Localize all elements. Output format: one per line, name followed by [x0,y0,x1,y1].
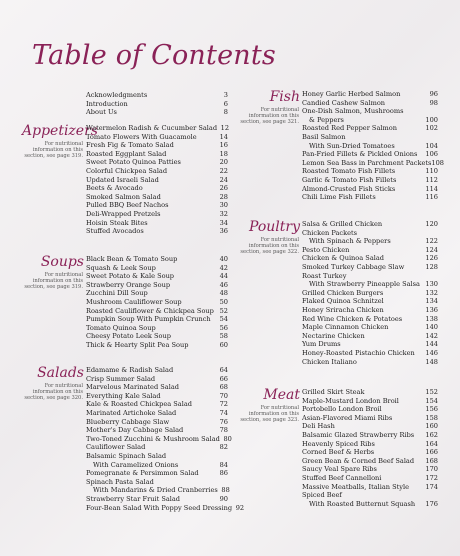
section-label [238,90,300,125]
entry-title: Garlic & Tomato Fish Fillets [302,175,397,184]
section-entries [302,220,438,366]
toc-entry[interactable] [302,323,438,332]
entry-page-number: 16 [219,141,228,150]
toc-entry[interactable] [302,90,438,99]
toc-entry[interactable] [302,263,438,272]
entry-page-number: 98 [429,98,438,107]
toc-entry[interactable] [86,176,228,185]
entry-title: Spinach Pasta Salad [86,477,154,486]
entry-title: Almond-Crusted Fish Sticks [302,184,396,193]
entry-title: Smoked Salmon Salad [86,192,161,201]
section-label [238,220,300,255]
entry-title: Corned Beef & Herbs [302,448,375,457]
toc-entry[interactable] [302,107,438,116]
entry-page-number: 170 [425,465,438,474]
entry-title: Chicken Italiano [302,357,357,366]
toc-entry[interactable] [86,158,228,167]
toc-entry[interactable] [86,478,228,487]
toc-entry[interactable] [302,99,438,108]
entry-title: Watermelon Radish & Cucumber Salad [86,124,218,132]
entry-page-number: 154 [425,396,438,405]
toc-entry[interactable] [302,289,438,298]
entry-title: Tomato Flowers With Guacamole [86,132,197,141]
toc-entry[interactable] [86,443,228,452]
entry-page-number: 104 [425,141,438,150]
toc-entry[interactable] [86,255,228,264]
toc-entry[interactable] [302,150,438,159]
section-note: For nutritional information on this section, see page 319. [24,141,83,159]
entry-title: Edamame & Radish Salad [86,366,174,374]
entry-page-number: 80 [223,434,232,443]
section-name: Meat [263,387,300,403]
toc-entry[interactable] [302,237,438,246]
entry-page-number: 100 [425,115,438,124]
entry-title: Portobello London Broil [302,405,382,414]
entry-page-number: 28 [219,192,228,201]
toc-entry[interactable] [86,452,228,461]
entry-title: Squash & Leek Soup [86,263,156,272]
page-title: Table of Contents [32,40,276,71]
entry-title: One-Dish Salmon, Mushrooms [302,107,404,116]
entry-title: Grilled Skirt Steak [302,388,365,396]
entry-page-number: 108 [431,158,444,167]
toc-entry[interactable] [86,201,228,210]
entry-title: Pesto Chicken [302,245,350,254]
entry-title: Grilled Chicken Burgers [302,288,384,297]
entry-title: Maple Cinnamon Chicken [302,323,389,332]
toc-entry[interactable] [86,469,228,478]
entry-title: Balsamic Spinach Salad [86,451,167,460]
entry-page-number: 60 [219,340,228,349]
toc-entry[interactable] [302,491,438,500]
toc-entry[interactable] [86,418,228,427]
entry-title: About Us [86,108,117,117]
entry-page-number: 120 [425,220,438,228]
entry-title: Chili Lime Fish Fillets [302,193,376,202]
entry-title: Four-Bean Salad With Poppy Seed Dressing [86,503,233,512]
entry-title: Pumpkin Soup With Pumpkin Crunch [86,315,211,324]
entry-title: Cheesy Potato Leek Soup [86,332,171,341]
entry-title: With Caramelized Onions [93,460,179,469]
entry-page-number: 58 [219,332,228,341]
toc-entry[interactable] [302,176,438,185]
entry-page-number: 136 [425,305,438,314]
entry-page-number: 172 [425,473,438,482]
entry-title: Maple-Mustard London Broil [302,396,399,405]
toc-entry[interactable] [302,142,438,151]
entry-title: Lemon Sea Bass in Parchment Packets [302,158,432,167]
entry-title: Basil Salmon [302,132,346,141]
entry-title: Red Wine Chicken & Potatoes [302,314,403,323]
entry-page-number: 8 [223,108,228,117]
entry-title: Spiced Beef [302,491,342,500]
toc-entry[interactable] [86,392,228,401]
entry-title: Mother's Day Cabbage Salad [86,426,184,435]
entry-title: Acknowledgments [86,91,148,99]
section-label [238,388,300,423]
entry-page-number: 84 [219,460,228,469]
entry-page-number: 68 [219,383,228,392]
section-entries [302,388,438,508]
entry-title: Kale & Roasted Chickpea Salad [86,400,192,409]
entry-page-number: 12 [220,124,230,132]
entry-page-number: 30 [219,201,228,210]
entry-page-number: 156 [425,405,438,414]
entry-page-number: 46 [219,280,228,289]
toc-entry[interactable] [86,375,228,384]
toc-entry[interactable] [86,167,228,176]
entry-page-number: 82 [219,443,228,452]
toc-entry[interactable] [86,332,228,341]
entry-page-number: 72 [219,400,228,409]
entry-title: Chicken & Quinoa Salad [302,254,385,263]
toc-entry[interactable] [86,298,228,307]
entry-title: Salsa & Grilled Chicken [302,220,383,228]
entry-page-number: 36 [219,227,228,236]
entry-page-number: 78 [219,426,228,435]
entry-title: With Sun-Dried Tomatoes [309,141,395,150]
entry-page-number: 128 [425,262,438,271]
toc-entry[interactable] [302,440,438,449]
toc-entry[interactable] [302,483,438,492]
entry-page-number: 3 [223,91,228,99]
entry-title: Sweet Potato & Kale Soup [86,272,175,281]
toc-entry[interactable] [302,133,438,142]
entry-title: Saucy Veal Spare Ribs [302,465,377,474]
toc-entry[interactable] [86,133,228,142]
toc-entry[interactable] [302,332,438,341]
entry-title: Pan-Fried Fillets & Pickled Onions [302,150,418,159]
entry-title: Strawberry Orange Soup [86,280,171,289]
entry-title: With Strawberry Pineapple Salsa [309,280,420,289]
entry-page-number: 74 [219,408,228,417]
entry-title: Pulled BBQ Beef Nachos [86,201,169,210]
entry-page-number: 34 [219,218,228,227]
toc-entry[interactable] [86,184,228,193]
entry-page-number: 70 [219,391,228,400]
toc-entry[interactable] [302,246,438,255]
section-name: Fish [269,89,300,105]
toc-entry[interactable] [302,340,438,349]
entry-title: Stuffed Beef Cannelloni [302,473,382,482]
toc-entry[interactable] [86,409,228,418]
section-label [22,255,84,290]
entry-page-number: 50 [219,297,228,306]
toc-entry[interactable] [302,431,438,440]
toc-entry[interactable] [86,307,228,316]
entry-page-number: 142 [425,331,438,340]
entry-title: Crisp Summer Salad [86,374,156,383]
entry-title: Massive Meatballs, Italian Style [302,482,410,491]
toc-entry[interactable] [86,426,228,435]
entry-title: Balsamic Glazed Strawberry Ribs [302,430,415,439]
entry-page-number: 114 [425,184,438,193]
entry-page-number: 20 [219,158,228,167]
toc-entry[interactable] [302,500,438,509]
toc-entry[interactable] [302,185,438,194]
entry-title: With Roasted Butternut Squash [309,499,416,508]
entry-title: Roasted Red Pepper Salmon [302,124,397,133]
section-entries [86,124,228,236]
section-note: For nutritional information on this section, see page 320. [24,383,83,401]
section-note: For nutritional information on this section, see page 321. [240,107,299,125]
entry-title: Asian-Flavored Miami Ribs [302,413,393,422]
toc-entry[interactable] [86,289,228,298]
toc-entry[interactable] [86,210,228,219]
entry-title: Strawberry Star Fruit Salad [86,494,181,503]
entry-page-number: 146 [425,348,438,357]
toc-entry[interactable] [302,220,438,229]
entry-page-number: 66 [219,374,228,383]
entry-page-number: 144 [425,340,438,349]
toc-entry[interactable] [302,457,438,466]
entry-page-number: 140 [425,323,438,332]
entry-title: Candied Cashew Salmon [302,98,386,107]
toc-entry[interactable] [86,150,228,159]
entry-title: Blueberry Cabbage Slaw [86,417,170,426]
toc-entry[interactable] [86,434,232,444]
entry-title: Two-Toned Zucchini & Mushroom Salad [86,434,220,443]
entry-title: Roasted Eggplant Salad [86,149,167,158]
entry-title: Smoked Turkey Cabbage Slaw [302,262,405,271]
toc-entry[interactable] [302,158,444,168]
section-note: For nutritional information on this section, see page 319. [24,272,83,290]
toc-entry[interactable] [86,366,228,375]
toc-entry[interactable] [86,383,228,392]
entry-page-number: 92 [235,503,245,512]
entry-title: Cauliflower Salad [86,443,146,452]
toc-entry[interactable] [86,108,228,117]
entry-title: Flaked Quinoa Schnitzel [302,297,384,306]
entry-title: Colorful Chickpea Salad [86,166,168,175]
entry-page-number: 110 [425,167,438,176]
entry-page-number: 166 [425,448,438,457]
entry-page-number: 32 [219,209,228,218]
entry-page-number: 162 [425,430,438,439]
entry-page-number: 124 [425,245,438,254]
entry-title: Honey Garlic Herbed Salmon [302,90,401,98]
toc-entry[interactable] [86,227,228,236]
section-entries [86,255,228,350]
section-label [22,123,98,159]
entry-page-number: 6 [223,99,228,108]
toc-entry[interactable] [86,272,228,281]
toc-entry[interactable] [302,414,438,423]
toc-entry[interactable] [302,280,438,289]
toc-entry[interactable] [86,124,228,133]
section-note: For nutritional information on this section, see page 322. [240,237,299,255]
entry-page-number: 40 [219,255,228,263]
entry-page-number: 164 [425,439,438,448]
toc-entry[interactable] [302,254,438,263]
toc-entry[interactable] [86,503,245,513]
section-name: Poultry [248,219,300,235]
entry-title: Thick & Hearty Split Pea Soup [86,340,189,349]
entry-page-number: 96 [429,90,438,98]
toc-entry[interactable] [302,315,438,324]
entry-page-number: 148 [425,357,438,366]
entry-title: With Mandarins & Dried Cranberries [93,486,218,495]
toc-entry[interactable] [86,315,228,324]
entry-page-number: 90 [219,494,228,503]
toc-entry[interactable] [86,400,228,409]
entry-title: Zucchini Dill Soup [86,289,148,298]
toc-entry[interactable] [302,306,438,315]
entry-page-number: 54 [219,315,228,324]
toc-entry[interactable] [86,91,228,100]
toc-entry[interactable] [302,465,438,474]
toc-entry[interactable] [86,461,228,470]
entry-title: Honey Sriracha Chicken [302,305,384,314]
entry-page-number: 48 [219,289,228,298]
entry-title: Sweet Potato Quinoa Patties [86,158,181,167]
toc-entry[interactable] [86,100,228,109]
entry-title: Chicken Packets [302,228,358,237]
toc-entry[interactable] [302,116,438,125]
section-entries [302,90,444,202]
entry-page-number: 112 [425,175,438,184]
entry-title: Green Bean & Corned Beef Salad [302,456,415,465]
entry-page-number: 132 [425,288,438,297]
toc-entry[interactable] [302,167,438,176]
toc-entry[interactable] [86,193,228,202]
entry-page-number: 158 [425,413,438,422]
entry-page-number: 138 [425,314,438,323]
toc-entry[interactable] [86,341,228,350]
entry-title: Deli-Wrapped Pretzels [86,209,161,218]
entry-page-number: 44 [219,272,228,281]
entry-page-number: 102 [425,124,438,133]
entry-page-number: 152 [425,388,438,396]
section-note: For nutritional information on this section, see page 323. [240,405,299,423]
entry-title: Black Bean & Tomato Soup [86,255,178,263]
entry-page-number: 24 [219,175,228,184]
toc-entry[interactable] [302,193,438,202]
entry-page-number: 130 [425,280,438,289]
section-label [22,366,84,401]
entry-page-number: 160 [425,422,438,431]
entry-page-number: 18 [219,149,228,158]
toc-entry[interactable] [86,264,228,273]
toc-entry[interactable] [302,272,438,281]
section-name: Soups [40,254,84,270]
entry-page-number: 116 [425,193,438,202]
entry-page-number: 86 [219,469,228,478]
toc-entry[interactable] [86,219,228,228]
section-entries [86,366,245,512]
entry-page-number: 26 [219,184,228,193]
entry-title: Beets & Avocado [86,184,143,193]
entry-page-number: 134 [425,297,438,306]
toc-entry[interactable] [302,405,438,414]
entry-title: Deli Hash [302,422,335,431]
entry-page-number: 176 [425,499,438,508]
entry-page-number: 76 [219,417,228,426]
toc-entry[interactable] [86,324,228,333]
entry-page-number: 122 [425,237,438,246]
entry-page-number: 174 [425,482,438,491]
entry-title: Yum Drums [302,340,341,349]
entry-title: Roasted Cauliflower & Chickpea Soup [86,306,214,315]
entry-page-number: 126 [425,254,438,263]
entry-title: Roast Turkey [302,271,347,280]
toc-entry[interactable] [86,495,228,504]
entry-title: Updated Israeli Salad [86,175,159,184]
entry-page-number: 52 [219,306,228,315]
entry-title: With Spinach & Peppers [309,237,391,246]
entry-title: Pomegranate & Persimmon Salad [86,469,199,478]
toc-entry[interactable] [302,349,438,358]
entry-title: Honey-Roasted Pistachio Chicken [302,348,415,357]
toc-entry[interactable] [86,486,228,495]
section-name: Appetizers [22,123,98,139]
section-name: Salads [37,365,84,381]
entry-title: Marvelous Marinated Salad [86,383,179,392]
toc-entry[interactable] [302,388,438,397]
entry-page-number: 22 [219,166,228,175]
entry-title: Nectarine Chicken [302,331,365,340]
entry-title: Everything Kale Salad [86,391,161,400]
entry-page-number: 168 [425,456,438,465]
entry-page-number: 56 [219,323,228,332]
toc-entry[interactable] [302,358,438,367]
toc-entry[interactable] [302,124,438,133]
entry-title: Introduction [86,99,128,108]
front-matter-entries [86,91,228,117]
entry-title: Marinated Artichoke Salad [86,408,177,417]
toc-entry[interactable] [302,448,438,457]
entry-page-number: 88 [221,486,230,495]
toc-entry[interactable] [302,474,438,483]
entry-page-number: 64 [219,366,228,374]
entry-page-number: 42 [219,263,228,272]
entry-title: Tomato Quinoa Soup [86,323,156,332]
entry-title: & Peppers [309,115,344,124]
toc-entry[interactable] [86,141,228,150]
entry-title: Heavenly Spiced Ribs [302,439,375,448]
entry-page-number: 14 [219,132,228,141]
toc-entry[interactable] [302,229,438,238]
entry-title: Hoisin Steak Bites [86,218,148,227]
entry-title: Mushroom Cauliflower Soup [86,297,182,306]
entry-title: Fresh Fig & Tomato Salad [86,141,174,150]
entry-title: Stuffed Avocados [86,227,144,236]
toc-entry[interactable] [302,297,438,306]
entry-title: Roasted Tomato Fish Fillets [302,167,396,176]
toc-entry[interactable] [86,281,228,290]
toc-entry[interactable] [302,422,438,431]
toc-entry[interactable] [302,397,438,406]
entry-page-number: 106 [425,150,438,159]
